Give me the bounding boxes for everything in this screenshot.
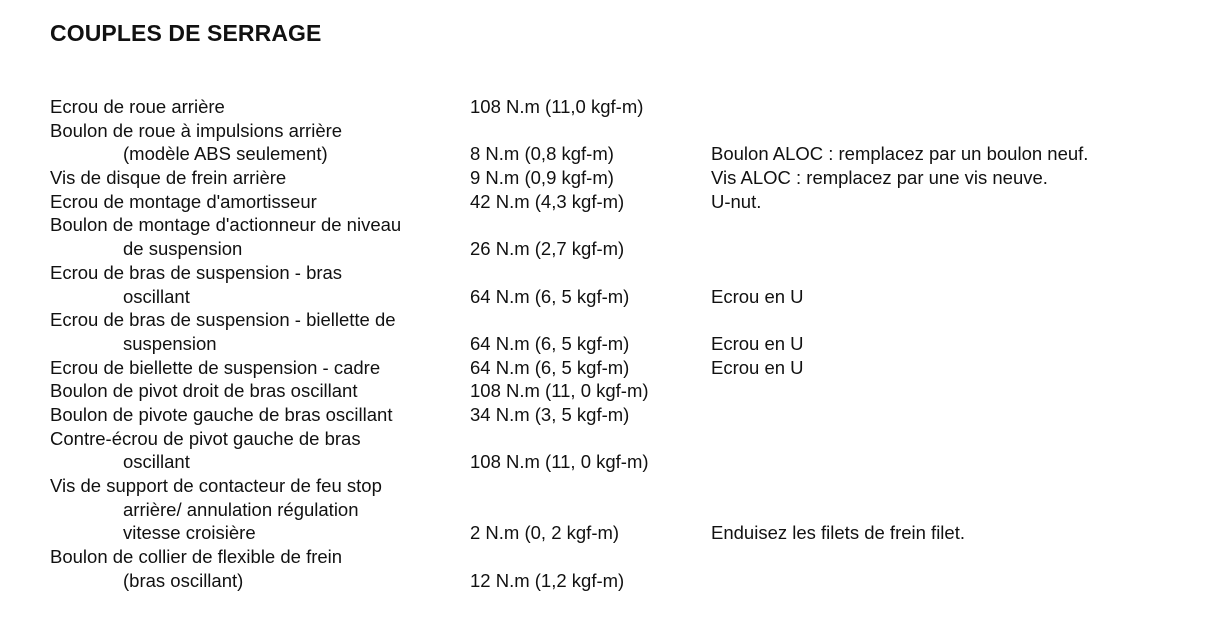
part-name: Ecrou de bras de suspension - biellette de [50,309,396,331]
torque-note: Vis ALOC : remplacez par une vis neuve. [711,167,1048,189]
torque-note: U-nut. [711,190,762,212]
torque-value: 42 N.m (4,3 kgf-m) [470,190,625,212]
torque-value: 64 N.m (6, 5 kgf-m) [470,332,630,354]
part-name: Contre-écrou de pivot gauche de bras [50,427,361,449]
torque-note: Ecrou en U [711,332,804,354]
part-name: Boulon de montage d'actionneur de niveau [50,214,402,236]
part-name: Boulon de pivote gauche de bras oscillant [50,403,393,425]
part-name: oscillant [123,451,190,473]
part-name: de suspension [123,238,243,260]
part-name: suspension [123,332,217,354]
torque-value: 64 N.m (6, 5 kgf-m) [470,356,630,378]
part-name: Vis de support de contacteur de feu stop [50,475,382,496]
torque-value: 12 N.m (1,2 kgf-m) [470,569,625,591]
part-name: Ecrou de bras de suspension - bras [50,261,343,283]
torque-value: 108 N.m (11, 0 kgf-m) [470,451,649,473]
part-name: Boulon de roue à impulsions arrière [50,119,343,141]
part-name: Vis de disque de frein arrière [50,167,287,189]
torque-value: 9 N.m (0,9 kgf-m) [470,167,614,189]
part-name: oscillant [123,285,190,307]
page-title: COUPLES DE SERRAGE [50,20,322,46]
part-name: Ecrou de roue arrière [50,96,225,117]
part-name: arrière/ annulation régulation [123,498,359,520]
part-name: (bras oscillant) [123,569,244,591]
torque-note: Boulon ALOC : remplacez par un boulon neuf. [711,143,1089,165]
torque-value: 34 N.m (3, 5 kgf-m) [470,403,630,425]
part-name: Ecrou de biellette de suspension - cadre [50,356,381,378]
torque-value: 8 N.m (0,8 kgf-m) [470,143,614,165]
torque-value: 108 N.m (11, 0 kgf-m) [470,380,649,402]
torque-value: 2 N.m (0, 2 kgf-m) [470,522,620,544]
torque-note: Ecrou en U [711,285,804,307]
part-name: Boulon de pivot droit de bras oscillant [50,380,358,402]
torque-note: Ecrou en U [711,356,804,378]
part-name: Boulon de collier de flexible de frein [50,546,343,568]
torque-value: 64 N.m (6, 5 kgf-m) [470,285,630,307]
torque-value: 108 N.m (11,0 kgf-m) [470,96,644,117]
torque-note: Enduisez les filets de frein filet. [711,522,965,544]
part-name: Ecrou de montage d'amortisseur [50,190,317,212]
torque-value: 26 N.m (2,7 kgf-m) [470,238,625,260]
part-name: (modèle ABS seulement) [123,143,328,165]
part-name: vitesse croisière [123,522,256,544]
